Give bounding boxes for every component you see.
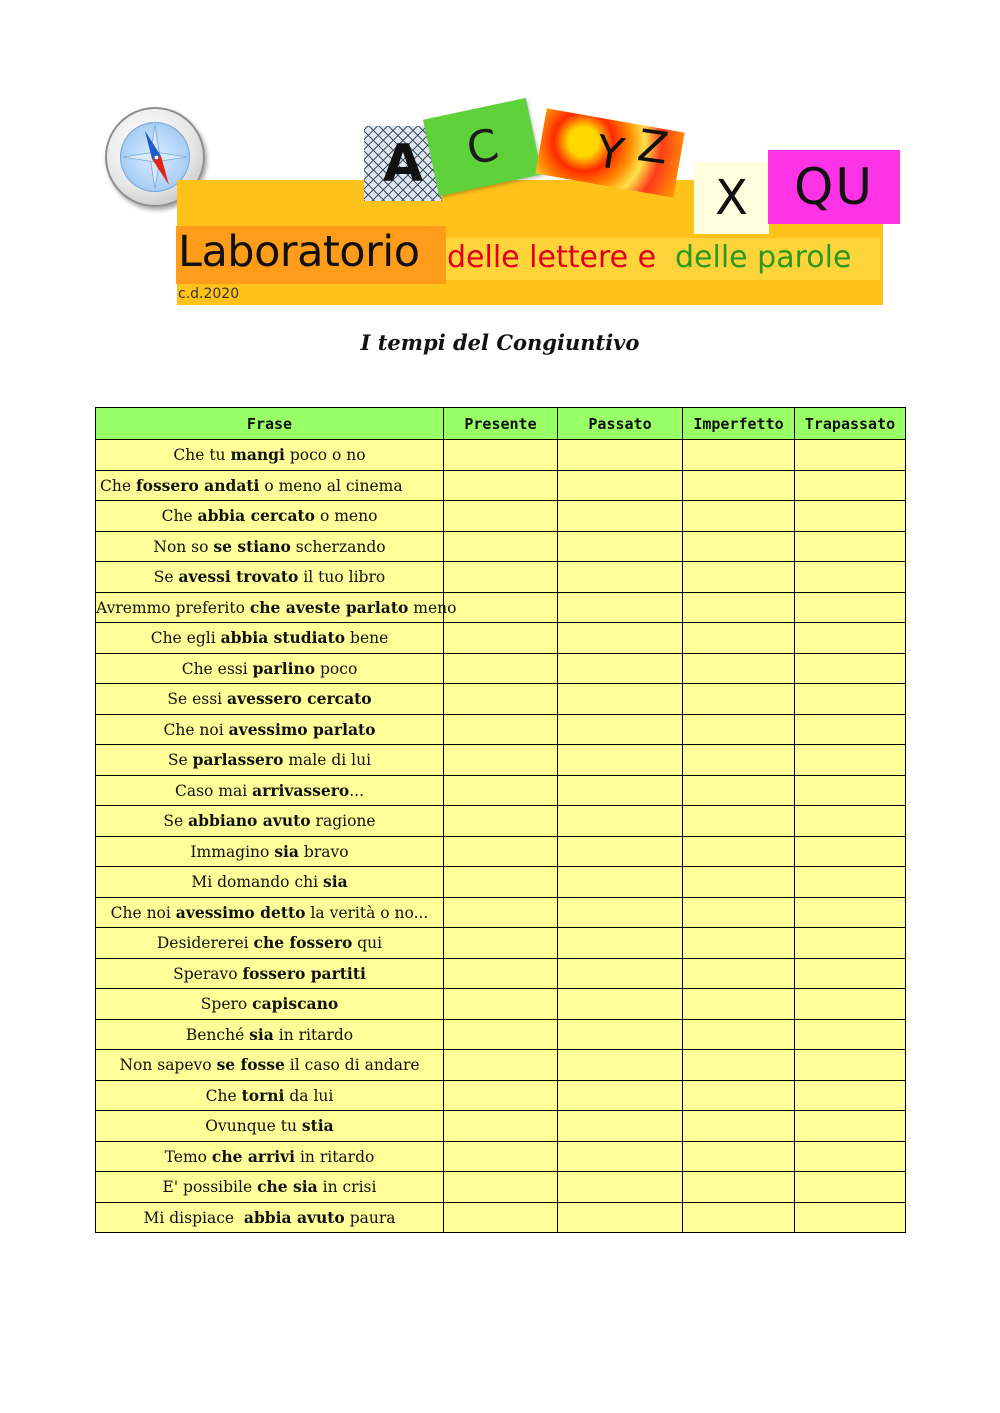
sentence-text: ragione [310, 812, 376, 831]
sentence-text: bravo [298, 842, 349, 861]
sentence-verb: stia [301, 1116, 334, 1136]
sentence-text: bene [345, 629, 389, 648]
table-row [96, 775, 906, 806]
logo-title-main: Laboratorio [178, 227, 420, 277]
sentence-verb: torni [241, 1085, 285, 1105]
answer-cell-passato[interactable] [558, 897, 683, 928]
answer-cell-trapassato[interactable] [795, 775, 906, 806]
answer-cell-presente[interactable] [444, 1172, 558, 1203]
answer-cell-trapassato[interactable] [795, 989, 906, 1020]
answer-cell-presente[interactable] [444, 714, 558, 745]
answer-cell-trapassato[interactable] [795, 958, 906, 989]
sentence-verb: capiscano [252, 994, 339, 1014]
table-row [96, 745, 906, 776]
sentence-cell [96, 562, 444, 593]
sentence-text: Che [100, 476, 136, 495]
answer-cell-passato[interactable] [558, 501, 683, 532]
sentence-text: in crisi [317, 1178, 377, 1197]
answer-cell-imperfetto[interactable] [683, 897, 795, 928]
answer-cell-imperfetto[interactable] [683, 1172, 795, 1203]
answer-cell-imperfetto[interactable] [683, 928, 795, 959]
sentence-verb: sia [274, 841, 299, 861]
sentence-text: il tuo libro [298, 568, 386, 587]
sentence-cell [96, 1080, 444, 1111]
letter-tile-qu: QU [768, 150, 900, 224]
answer-cell-imperfetto[interactable] [683, 836, 795, 867]
table-row [96, 867, 906, 898]
answer-cell-passato[interactable] [558, 989, 683, 1020]
sentence-text: Desidererei [156, 934, 254, 953]
answer-cell-imperfetto[interactable] [683, 653, 795, 684]
sentence-text: Benché [185, 1025, 250, 1044]
answer-cell-passato[interactable] [558, 745, 683, 776]
sentence-cell [96, 1111, 444, 1142]
answer-cell-presente[interactable] [444, 684, 558, 715]
answer-cell-passato[interactable] [558, 928, 683, 959]
sentence-verb: avessero cercato [227, 689, 372, 709]
answer-cell-presente[interactable] [444, 440, 558, 471]
sentence-text: Non so [153, 537, 214, 556]
sentence-cell [96, 440, 444, 471]
table-row [96, 1111, 906, 1142]
sentence-text: Che egli [150, 629, 221, 648]
sentence-cell [96, 806, 444, 837]
answer-cell-presente[interactable] [444, 775, 558, 806]
sentence-verb: abbia studiato [220, 628, 346, 648]
sentence-text: male di lui [283, 751, 372, 770]
answer-cell-presente[interactable] [444, 989, 558, 1020]
sentence-text: Temo [164, 1147, 212, 1166]
sentence-cell [96, 1050, 444, 1081]
answer-cell-passato[interactable] [558, 1019, 683, 1050]
sentence-text: o meno [315, 507, 378, 526]
answer-cell-passato[interactable] [558, 1111, 683, 1142]
letter-tile-y: Y [535, 108, 684, 197]
answer-cell-passato[interactable] [558, 531, 683, 562]
answer-cell-presente[interactable] [444, 897, 558, 928]
logo-subtitle: c.d.2020 [178, 286, 240, 302]
table-row [96, 592, 906, 623]
header-logo [0, 0, 1000, 320]
table-row [96, 623, 906, 654]
sentence-cell [96, 745, 444, 776]
answer-cell-trapassato[interactable] [795, 531, 906, 562]
answer-cell-presente[interactable] [444, 928, 558, 959]
answer-cell-trapassato[interactable] [795, 1019, 906, 1050]
sentence-verb: sia [249, 1024, 274, 1044]
answer-cell-imperfetto[interactable] [683, 531, 795, 562]
table-row [96, 501, 906, 532]
table-row [96, 440, 906, 471]
answer-cell-presente[interactable] [444, 1050, 558, 1081]
sentence-text: meno [408, 598, 457, 617]
answer-cell-imperfetto[interactable] [683, 1050, 795, 1081]
answer-cell-imperfetto[interactable] [683, 867, 795, 898]
answer-cell-imperfetto[interactable] [683, 440, 795, 471]
sentence-text: in ritardo [295, 1147, 375, 1166]
sentence-text: Avremmo preferito [96, 598, 250, 617]
sentence-text: Spero [200, 995, 253, 1014]
answer-cell-trapassato[interactable] [795, 1111, 906, 1142]
answer-cell-trapassato[interactable] [795, 653, 906, 684]
table-row [96, 928, 906, 959]
sentence-cell [96, 989, 444, 1020]
answer-cell-trapassato[interactable] [795, 1080, 906, 1111]
answer-cell-presente[interactable] [444, 867, 558, 898]
sentence-verb: se fosse [216, 1055, 285, 1075]
answer-cell-trapassato[interactable] [795, 1202, 906, 1233]
sentence-text: E' possibile [162, 1178, 258, 1197]
answer-cell-trapassato[interactable] [795, 440, 906, 471]
sentence-cell [96, 684, 444, 715]
table-row [96, 1172, 906, 1203]
answer-cell-trapassato[interactable] [795, 501, 906, 532]
answer-cell-imperfetto[interactable] [683, 1080, 795, 1111]
letter-tile-c: C [423, 98, 542, 196]
sentence-verb: che fossero [253, 933, 353, 953]
sentence-cell [96, 592, 457, 623]
answer-cell-imperfetto[interactable] [683, 745, 795, 776]
answer-cell-passato[interactable] [558, 1080, 683, 1111]
answer-cell-presente[interactable] [444, 531, 558, 562]
answer-cell-presente[interactable] [444, 501, 558, 532]
sentence-text: Ovunque tu [205, 1117, 302, 1136]
sentence-text: Se [163, 812, 189, 831]
sentence-text: Che [161, 507, 198, 526]
answer-cell-imperfetto[interactable] [683, 989, 795, 1020]
table-row [96, 562, 906, 593]
answer-cell-passato[interactable] [558, 1172, 683, 1203]
answer-cell-trapassato[interactable] [795, 470, 906, 501]
sentence-text: Mi dispiace [143, 1208, 244, 1227]
sentence-cell [96, 1019, 444, 1050]
sentence-text: in ritardo [273, 1025, 354, 1044]
answer-cell-imperfetto[interactable] [683, 501, 795, 532]
sentence-verb: fossero partiti [242, 963, 366, 983]
sentence-text: Se [153, 568, 179, 587]
table-row [96, 806, 906, 837]
answer-cell-imperfetto[interactable] [683, 470, 795, 501]
sentence-cell [96, 836, 444, 867]
sentence-verb: mangi [230, 445, 285, 465]
sentence-text: il caso di andare [284, 1056, 420, 1075]
answer-cell-passato[interactable] [558, 1050, 683, 1081]
sentence-cell [96, 958, 444, 989]
sentence-verb: fossero andati [135, 475, 260, 495]
table-row [96, 989, 906, 1020]
sentence-text: da lui [284, 1086, 334, 1105]
answer-cell-imperfetto[interactable] [683, 623, 795, 654]
table-row [96, 897, 906, 928]
answer-cell-passato[interactable] [558, 775, 683, 806]
answer-cell-imperfetto[interactable] [683, 684, 795, 715]
sentence-verb: che aveste parlato [249, 597, 409, 617]
answer-cell-imperfetto[interactable] [683, 592, 795, 623]
sentence-text: o meno al cinema [259, 476, 403, 495]
sentence-text: scherzando [290, 537, 386, 556]
answer-cell-trapassato[interactable] [795, 1050, 906, 1081]
answer-cell-passato[interactable] [558, 470, 683, 501]
answer-cell-imperfetto[interactable] [683, 775, 795, 806]
sentence-cell [96, 1141, 444, 1172]
table-row [96, 531, 906, 562]
table-row [96, 1050, 906, 1081]
sentence-verb: che sia [257, 1177, 318, 1197]
logo-title-red: delle lettere e [447, 240, 657, 275]
sentence-verb: parlino [252, 658, 316, 678]
sentence-verb: sia [323, 872, 348, 892]
answer-cell-passato[interactable] [558, 623, 683, 654]
sentence-text: ... [349, 781, 365, 800]
answer-cell-trapassato[interactable] [795, 623, 906, 654]
answer-cell-passato[interactable] [558, 958, 683, 989]
answer-cell-presente[interactable] [444, 653, 558, 684]
sentence-cell [96, 470, 444, 501]
letter-tile-a: A [364, 126, 442, 201]
answer-cell-trapassato[interactable] [795, 928, 906, 959]
answer-cell-passato[interactable] [558, 592, 683, 623]
header-trapassato: Trapassato [795, 408, 906, 440]
header-imperfetto: Imperfetto [683, 408, 795, 440]
answer-cell-trapassato[interactable] [795, 897, 906, 928]
answer-cell-trapassato[interactable] [795, 592, 906, 623]
conjunctive-tenses-table [95, 407, 906, 1233]
table-row [96, 470, 906, 501]
answer-cell-imperfetto[interactable] [683, 1141, 795, 1172]
sentence-text: Che tu [173, 446, 231, 465]
answer-cell-trapassato[interactable] [795, 1172, 906, 1203]
answer-cell-presente[interactable] [444, 623, 558, 654]
answer-cell-imperfetto[interactable] [683, 714, 795, 745]
table-header-row [96, 408, 906, 440]
header-presente: Presente [444, 408, 558, 440]
sentence-verb: avessi trovato [178, 567, 299, 587]
table-row [96, 653, 906, 684]
sentence-verb: abbiano avuto [188, 811, 311, 831]
sentence-verb: arrivassero [252, 780, 350, 800]
table-row [96, 1080, 906, 1111]
table-row [96, 958, 906, 989]
sentence-verb: parlassero [192, 750, 284, 770]
sentence-text: Mi domando chi [191, 873, 323, 892]
letter-tile-z: Z [634, 119, 672, 175]
answer-cell-presente[interactable] [444, 592, 558, 623]
answer-cell-trapassato[interactable] [795, 745, 906, 776]
answer-cell-passato[interactable] [558, 836, 683, 867]
answer-cell-presente[interactable] [444, 958, 558, 989]
sentence-text: la verità o no... [305, 903, 429, 922]
sentence-text: Che noi [163, 720, 229, 739]
letter-tile-x: X [694, 162, 769, 234]
answer-cell-trapassato[interactable] [795, 836, 906, 867]
sentence-cell [96, 1202, 444, 1233]
answer-cell-imperfetto[interactable] [683, 1202, 795, 1233]
sentence-cell [96, 1172, 444, 1203]
answer-cell-trapassato[interactable] [795, 562, 906, 593]
answer-cell-passato[interactable] [558, 440, 683, 471]
table-row [96, 1019, 906, 1050]
answer-cell-presente[interactable] [444, 1111, 558, 1142]
sentence-text: Caso mai [174, 781, 253, 800]
answer-cell-passato[interactable] [558, 1202, 683, 1233]
answer-cell-presente[interactable] [444, 470, 558, 501]
sentence-cell [96, 775, 444, 806]
answer-cell-presente[interactable] [444, 745, 558, 776]
sentence-cell [96, 867, 444, 898]
sentence-text: Se essi [167, 690, 228, 709]
answer-cell-trapassato[interactable] [795, 867, 906, 898]
answer-cell-imperfetto[interactable] [683, 958, 795, 989]
answer-cell-passato[interactable] [558, 714, 683, 745]
table-row [96, 714, 906, 745]
sentence-verb: abbia avuto [243, 1207, 345, 1227]
answer-cell-trapassato[interactable] [795, 714, 906, 745]
answer-cell-imperfetto[interactable] [683, 1111, 795, 1142]
sentence-cell [96, 653, 444, 684]
sentence-verb: se stiano [213, 536, 291, 556]
table-row [96, 1141, 906, 1172]
sentence-text: poco [315, 659, 358, 678]
answer-cell-presente[interactable] [444, 1019, 558, 1050]
header-frase: Frase [96, 408, 444, 440]
sentence-verb: che arrivi [211, 1146, 296, 1166]
sentence-cell [96, 531, 444, 562]
header-passato: Passato [558, 408, 683, 440]
sentence-text: Che noi [110, 903, 176, 922]
answer-cell-presente[interactable] [444, 562, 558, 593]
answer-cell-imperfetto[interactable] [683, 806, 795, 837]
answer-cell-presente[interactable] [444, 1080, 558, 1111]
table-row [96, 1202, 906, 1233]
answer-cell-passato[interactable] [558, 653, 683, 684]
sentence-cell [96, 928, 444, 959]
sentence-text: poco o no [284, 446, 366, 465]
sentence-text: Speravo [173, 964, 243, 983]
answer-cell-imperfetto[interactable] [683, 562, 795, 593]
sentence-cell [96, 501, 444, 532]
answer-cell-passato[interactable] [558, 806, 683, 837]
answer-cell-presente[interactable] [444, 1202, 558, 1233]
sentence-verb: avessimo detto [175, 902, 306, 922]
table-row [96, 684, 906, 715]
answer-cell-trapassato[interactable] [795, 684, 906, 715]
answer-cell-trapassato[interactable] [795, 806, 906, 837]
logo-title-green: delle parole [675, 240, 852, 275]
sentence-text: paura [344, 1208, 396, 1227]
document-title: I tempi del Congiuntivo [360, 330, 640, 355]
sentence-text: Immagino [190, 842, 275, 861]
sentence-cell [96, 623, 444, 654]
answer-cell-passato[interactable] [558, 562, 683, 593]
sentence-text: Se [167, 751, 193, 770]
answer-cell-passato[interactable] [558, 684, 683, 715]
sentence-cell [96, 897, 444, 928]
sentence-text: Che [205, 1086, 242, 1105]
sentence-verb: abbia cercato [197, 506, 316, 526]
answer-cell-passato[interactable] [558, 1141, 683, 1172]
answer-cell-trapassato[interactable] [795, 1141, 906, 1172]
answer-cell-presente[interactable] [444, 1141, 558, 1172]
sentence-text: qui [352, 934, 383, 953]
answer-cell-presente[interactable] [444, 836, 558, 867]
sentence-verb: avessimo parlato [228, 719, 376, 739]
answer-cell-imperfetto[interactable] [683, 1019, 795, 1050]
sentence-cell [96, 714, 444, 745]
answer-cell-passato[interactable] [558, 867, 683, 898]
sentence-text: Che essi [181, 659, 253, 678]
answer-cell-presente[interactable] [444, 806, 558, 837]
table-row [96, 836, 906, 867]
sentence-text: Non sapevo [119, 1056, 217, 1075]
